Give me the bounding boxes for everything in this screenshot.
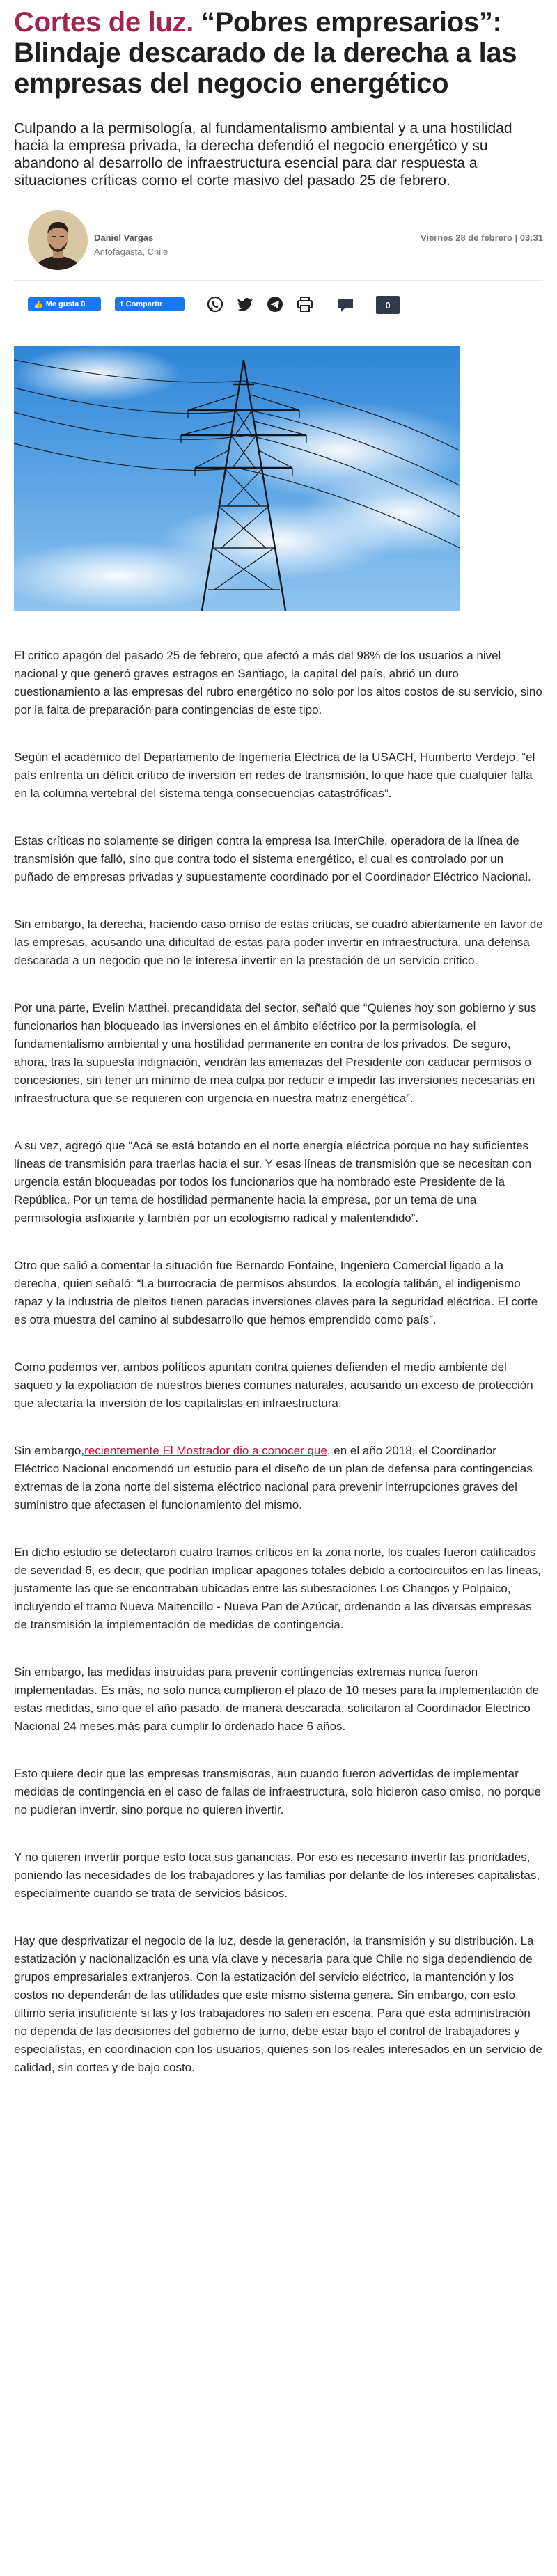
author-byline (14, 210, 543, 281)
author-location: Antofagasta, Chile (94, 246, 168, 257)
author-photo (28, 210, 88, 270)
facebook-share-button[interactable] (115, 297, 185, 311)
paragraph: Hay que desprivatizar el negocio de la luz, desde la generación, la transmisión y su distribución. La estatización y nacionalización es una vía clave y necesaria para que Chile no siga dependiendo de grupos empresariales extranjeros. Con la estatización del servicio eléctrico, la mantención y los costos no dependerán de las utilidades que este mismo sistema genera. Sin embargo, con esto último sería insuficiente si las y los trabajadores no salen en escena. Para que esta administración no dependa de las decisiones del gobierno de turno, debe estar bajo el control de trabajadores y especialistas, en coordinación con los usuarios, quienes son los reales interesados en un servicio de calidad, sin cortes y de bajo costo. (14, 1934, 542, 2074)
paragraph: A su vez, agregó que “Acá se está botando en el norte energía eléctrica porque no hay suficientes líneas de transmisión para traerlas hacia el sur. Y esas líneas de transmisión que se necesitan con urgencia están bloqueadas por todos los funcionarios que ha nombrado este Presidente de la República. Por un tema de hostilidad permanente hacia la empresa, por un tema de una permisología asfixiante y también por un ecologismo radical y malentendido”. (14, 1139, 532, 1225)
paragraph: Como podemos ver, ambos políticos apuntan contra quienes defienden el medio ambiente del saqueo y la expoliación de nuestros bienes comunes naturales, acusando un exceso de protección que afectaría la inversión de los capitalistas en infraestructura. (14, 1360, 533, 1410)
headline-text: “Pobres empresarios”: Blindaje descarado de la derecha a las empresas del negocio energético (14, 7, 517, 99)
headline (14, 7, 543, 99)
paragraph: En dicho estudio se detectaron cuatro tramos críticos en la zona norte, los cuales fueron calificados de severidad 6, es decir, que podrían implicar apagones totales debido a cortocircuitos en las líneas, justamente las que se encontraban ubicadas entre las subestaciones Los Changos y Polpaico, incluyendo el tramo Nueva Maitencillo - Nueva Pan de Azúcar, ordenando a las diversas empresas de transmisión la implementación de medidas de contingencia. (14, 1546, 541, 1631)
publish-date: Viernes 28 de febrero | 03:31 (420, 233, 543, 243)
paragraph (14, 1442, 543, 1514)
print-icon[interactable] (295, 294, 315, 314)
paragraph: Según el académico del Departamento de Ingeniería Eléctrica de la USACH, Humberto Verdejo, “el país enfrenta un déficit crítico de inversión en redes de transmisión, lo que hace que cualquier falla en la columna vertebral del sistema tenga consecuencias catastróficas”. (14, 751, 535, 800)
twitter-icon[interactable] (235, 294, 255, 314)
paragraph: Por una parte, Evelin Matthei, precandidata del sector, señaló que “Quienes hoy son gobierno y sus funcionarios han bloqueado las inversiones en el ámbito eléctrico por la permisología, el fundamentalismo ambiental y una hostilidad permanente en contra de los privados. De seguro, ahora, tras la supuesta indignación, vendrán las amenazas del Presidente con caducar permisos o concesiones, sin tener un mínimo de mea culpa por reducir e impedir las inversiones necesarias en infraestructura que se requieren con urgencia en nuestra matriz energética”. (14, 1001, 537, 1105)
paragraph-text: , en el año 2018, el Coordinador Eléctrico Nacional encomendó un estudio para el diseño de un plan de defensa para contingencias extremas de la zona norte del sistema eléctrico nacional para prevenir interrupciones graves del suministro que afectasen el funcionamiento del mismo. (14, 1444, 533, 1511)
headline-kicker: Cortes de luz. (14, 7, 194, 38)
facebook-share-label: Compartir (125, 300, 163, 308)
paragraph-text: Sin embargo, (14, 1444, 85, 1457)
article-header (0, 0, 557, 99)
el-mostrador-link[interactable]: recientemente El Mostrador dio a conocer que (84, 1444, 327, 1457)
paragraph: El crítico apagón del pasado 25 de febrero, que afectó a más del 98% de los usuarios a nivel nacional y que generó graves estragos en Santiago, la capital del país, abrió un duro cuestionamiento a las empresas del rubro energético no solo por los altos costos de su servicio, sino por la falta de preparación para contingencias de este tipo. (14, 649, 542, 716)
facebook-like-button[interactable] (28, 297, 101, 311)
paragraph: Estas críticas no solamente se dirigen contra la empresa Isa InterChile, operadora de la línea de transmisión que falló, sino que contra todo el sistema energético, el cual es controlado por un puñado de empresas privadas y supuestamente coordinado por el Coordinador Eléctrico Nacional. (14, 834, 531, 883)
comment-count[interactable]: 0 (376, 296, 400, 314)
author-avatar (28, 210, 88, 270)
paragraph: Y no quieren invertir porque esto toca sus ganancias. Por eso es necesario invertir las prioridades, poniendo las necesidades de los trabajadores y las familias por delante de los intereses capitalistas, especialmente cuando se trata de servicios básicos. (14, 1851, 540, 1900)
facebook-like-label: Me gusta 0 (45, 300, 86, 308)
paragraph: Sin embargo, la derecha, haciendo caso omiso de estas críticas, se cuadró abiertamente en favor de las empresas, acusando una dificultad de estas para poder invertir en infraestructura, una defensa descarada a un negocio que no le interesa invertir en la prestación de un servicio crítico. (14, 918, 543, 967)
hero-image (14, 346, 460, 611)
author-name[interactable]: Daniel Vargas (94, 233, 154, 243)
paragraph: Sin embargo, las medidas instruidas para prevenir contingencias extremas nunca fueron implementadas. Es más, no solo nunca cumplieron el plazo de 10 meses para la implementación de estas medidas, sino que el año pasado, de manera descarada, solicitaron al Coordinador Eléctrico Nacional 24 meses más para cumplir lo ordenado hace 6 años. (14, 1665, 540, 1733)
share-bar (14, 290, 543, 318)
article-lead: Culpando a la permisología, al fundamentalismo ambiental y a una hostilidad hacia la empresa privada, la derecha defendió el negocio energético y su abandono al desarrollo de infraestructura esencial para dar respuesta a situaciones críticas como el corte masivo del pasado 25 de febrero. (14, 120, 512, 189)
paragraph: Otro que salió a comentar la situación fue Bernardo Fontaine, Ingeniero Comercial ligado a la derecha, quien señaló: “La burrocracia de permisos absurdos, la ecología talibán, el indigenismo rapaz y la industria de pleitos tienen paradas inversiones claves para la seguridad eléctrica. El corte es otra muestra del camino al subdesarrollo que hemos emprendido como país”. (14, 1259, 538, 1326)
whatsapp-icon[interactable] (205, 294, 225, 314)
telegram-icon[interactable] (265, 294, 285, 314)
article-body (14, 647, 543, 2077)
paragraph: Esto quiere decir que las empresas transmisoras, aun cuando fueron advertidas de implementar medidas de contingencia en el caso de fallas de infraestructura, solo hicieron caso omiso, no porque no pudieran invertir, sino porque no quieren invertir. (14, 1767, 541, 1816)
facebook-icon: f (120, 300, 123, 308)
power-tower-photo (14, 346, 460, 611)
thumbs-up-icon: 👍 (33, 300, 43, 309)
comment-icon[interactable] (336, 294, 355, 314)
